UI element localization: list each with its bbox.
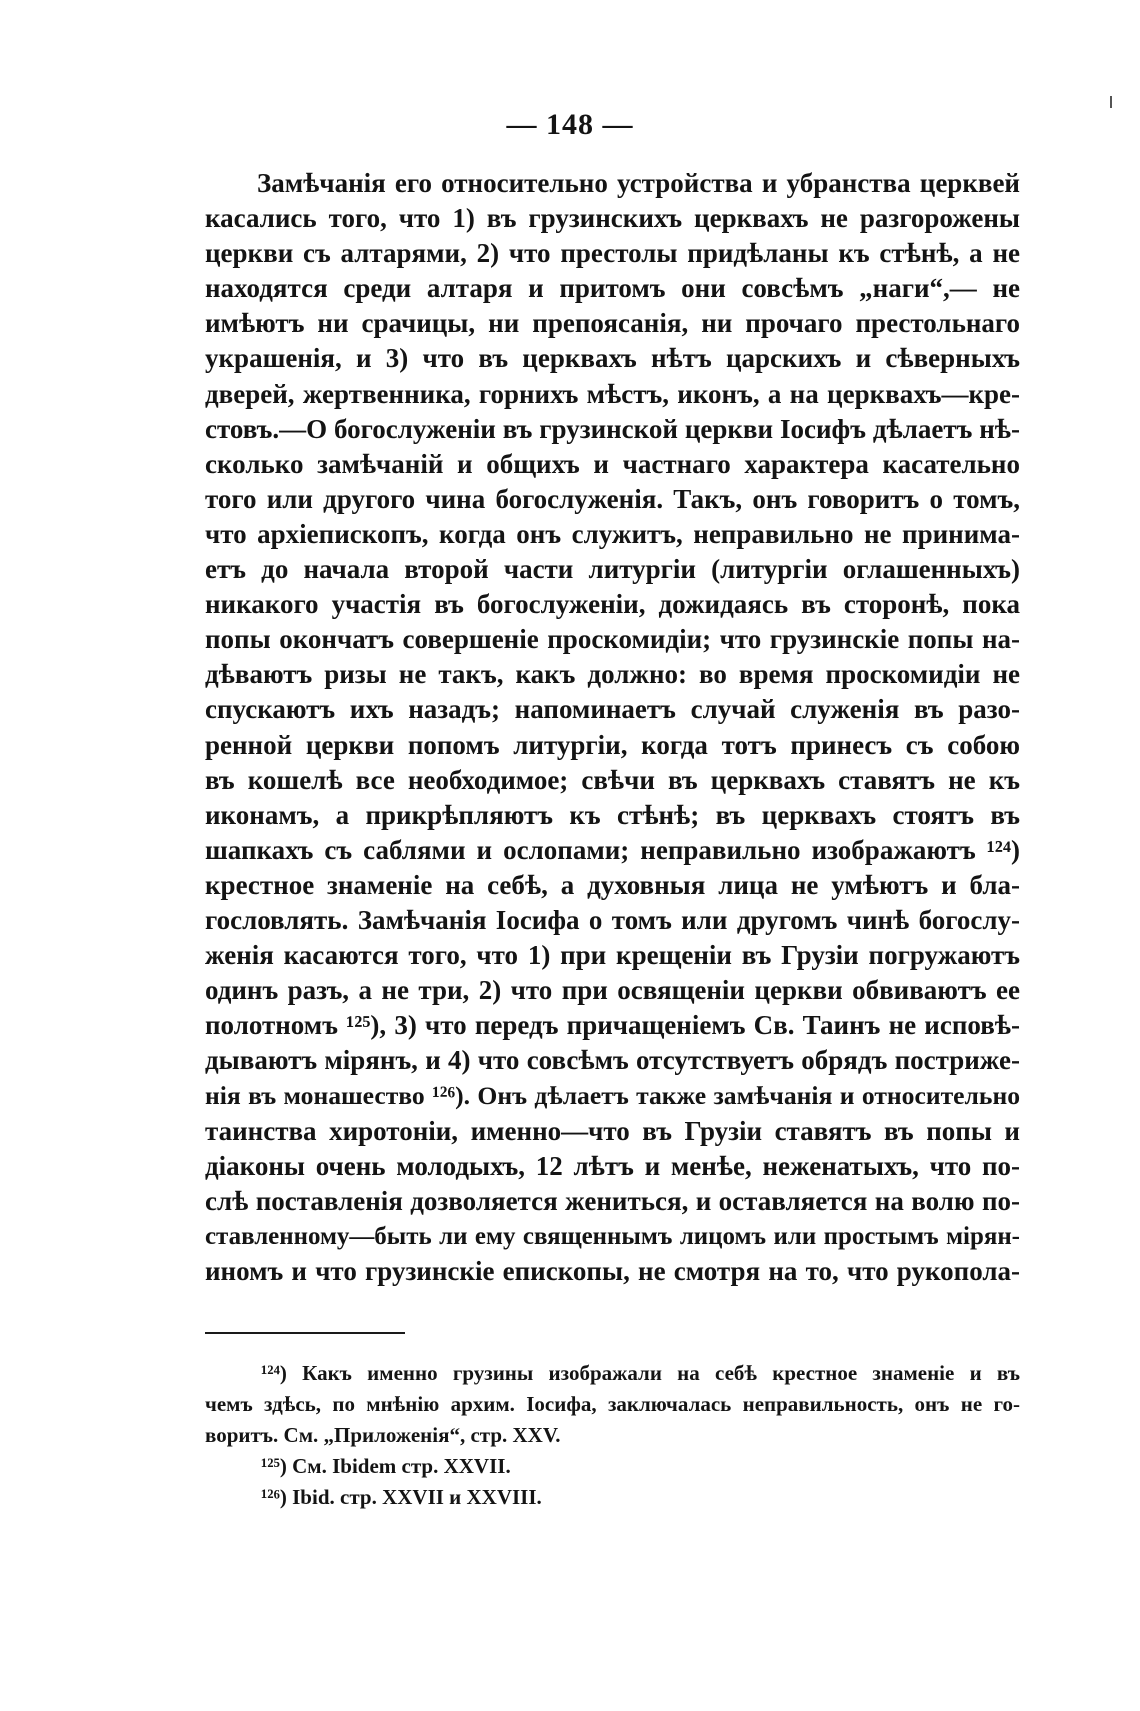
- text-line: крестное знаменіе на себѣ, а духовныя лица не умѣютъ и бла-: [205, 869, 1020, 900]
- text-line: Замѣчанія его относительно устройства и убранства церквей: [257, 168, 1020, 198]
- text-line: иконамъ, а прикрѣпляютъ къ стѣнѣ; въ церквахъ стоятъ въ: [205, 799, 1020, 830]
- text-line: нія въ монашество ¹²⁶). Онъ дѣлаетъ также замѣчанія и относительно: [205, 1081, 1020, 1111]
- text-line: въ кошелѣ все необходимое; свѣчи въ церквахъ ставятъ не къ: [205, 764, 1020, 795]
- footnotes: [205, 1358, 1020, 1513]
- text-line: дверей, жертвенника, горнихъ мѣстъ, иконъ, а на церквахъ—кре-: [205, 378, 1020, 409]
- text-line: того или другого чина богослуженія. Такъ, онъ говоритъ о томъ,: [205, 483, 1020, 514]
- text-line: иномъ и что грузинскіе епископы, не смотря на то, что рукопола-: [205, 1255, 1020, 1286]
- text-line: шапкахъ съ саблями и ослопами; неправильно изображаютъ ¹²⁴): [205, 834, 1020, 865]
- text-line: касались того, что 1) въ грузинскихъ церквахъ не разгорожены: [205, 203, 1020, 234]
- footnote-125: ¹²⁵) См. Ibidem стр. XXVII.: [261, 1454, 511, 1478]
- text-line: одинъ разъ, а не три, 2) что при освященіи церкви обвиваютъ ее: [205, 975, 1020, 1006]
- text-line: таинства хиротоніи, именно—что въ Грузіи ставятъ въ попы и: [205, 1115, 1020, 1146]
- text-line: ставленному—быть ли ему священнымъ лицомъ или простымъ мірян-: [205, 1222, 1020, 1250]
- text-line: имѣютъ ни срачицы, ни препоясанія, ни прочаго престольнаго: [205, 308, 1020, 339]
- text-line: етъ до начала второй части литургіи (литургіи оглашенныхъ): [205, 554, 1020, 585]
- text-line: никакого участія въ богослуженіи, дожидаясь въ сторонѣ, пока: [205, 589, 1020, 620]
- text-line: спускаютъ ихъ назадъ; напоминаетъ случай служенія въ разо-: [205, 694, 1020, 725]
- text-line: церкви съ алтарями, 2) что престолы придѣланы къ стѣнѣ, а не: [205, 238, 1020, 269]
- text-line: дѣваютъ ризы не такъ, какъ должно: во время проскомидіи не: [205, 659, 1020, 690]
- text-line: стовъ.—О богослуженіи въ грузинской церкви Іосифъ дѣлаетъ нѣ-: [205, 413, 1020, 444]
- text-line: слѣ поставленія дозволяется жениться, и оставляется на волю по-: [205, 1185, 1020, 1216]
- main-text: [205, 166, 1020, 1289]
- text-line: что архіепископъ, когда онъ служитъ, неправильно не принима-: [205, 518, 1020, 549]
- text-line: полотномъ ¹²⁵), 3) что передъ причащеніемъ Св. Таинъ не исповѣ-: [205, 1010, 1020, 1041]
- text-line: украшенія, и 3) что въ церквахъ нѣтъ царскихъ и сѣверныхъ: [205, 343, 1020, 374]
- footnote-divider: [205, 1332, 405, 1334]
- text-line: дываютъ мірянъ, и 4) что совсѣмъ отсутствуетъ обрядъ постриже-: [205, 1045, 1020, 1076]
- footnote-124-line: воритъ. См. „Приложенія“, стр. XXV.: [205, 1423, 561, 1447]
- scan-mark: [1110, 96, 1112, 108]
- footnote-124-line: чемъ здѣсь, по мнѣнію архим. Іосифа, заключалась неправильность, онъ не го-: [205, 1392, 1020, 1416]
- text-line: находятся среди алтаря и притомъ они совсѣмъ „наги“,— не: [205, 273, 1020, 304]
- text-line: женія касаются того, что 1) при крещеніи въ Грузіи погружаютъ: [205, 940, 1020, 971]
- text-line: сколько замѣчаній и общихъ и частнаго характера касательно: [205, 448, 1020, 479]
- page-number: — 148 —: [506, 108, 634, 141]
- footnote-124-line: ¹²⁴) Какъ именно грузины изображали на себѣ крестное знаменіе и въ: [261, 1361, 1020, 1385]
- footnote-126: ¹²⁶) Ibid. стр. XXVII и XXVIII.: [261, 1485, 542, 1509]
- text-line: діаконы очень молодыхъ, 12 лѣтъ и менѣе, неженатыхъ, что по-: [205, 1150, 1020, 1181]
- text-line: гословлять. Замѣчанія Іосифа о томъ или другомъ чинѣ богослу-: [205, 904, 1020, 935]
- text-line: попы окончатъ совершеніе проскомидіи; что грузинскіе попы на-: [205, 624, 1020, 655]
- text-line: ренной церкви попомъ литургіи, когда тотъ принесъ съ собою: [205, 729, 1020, 760]
